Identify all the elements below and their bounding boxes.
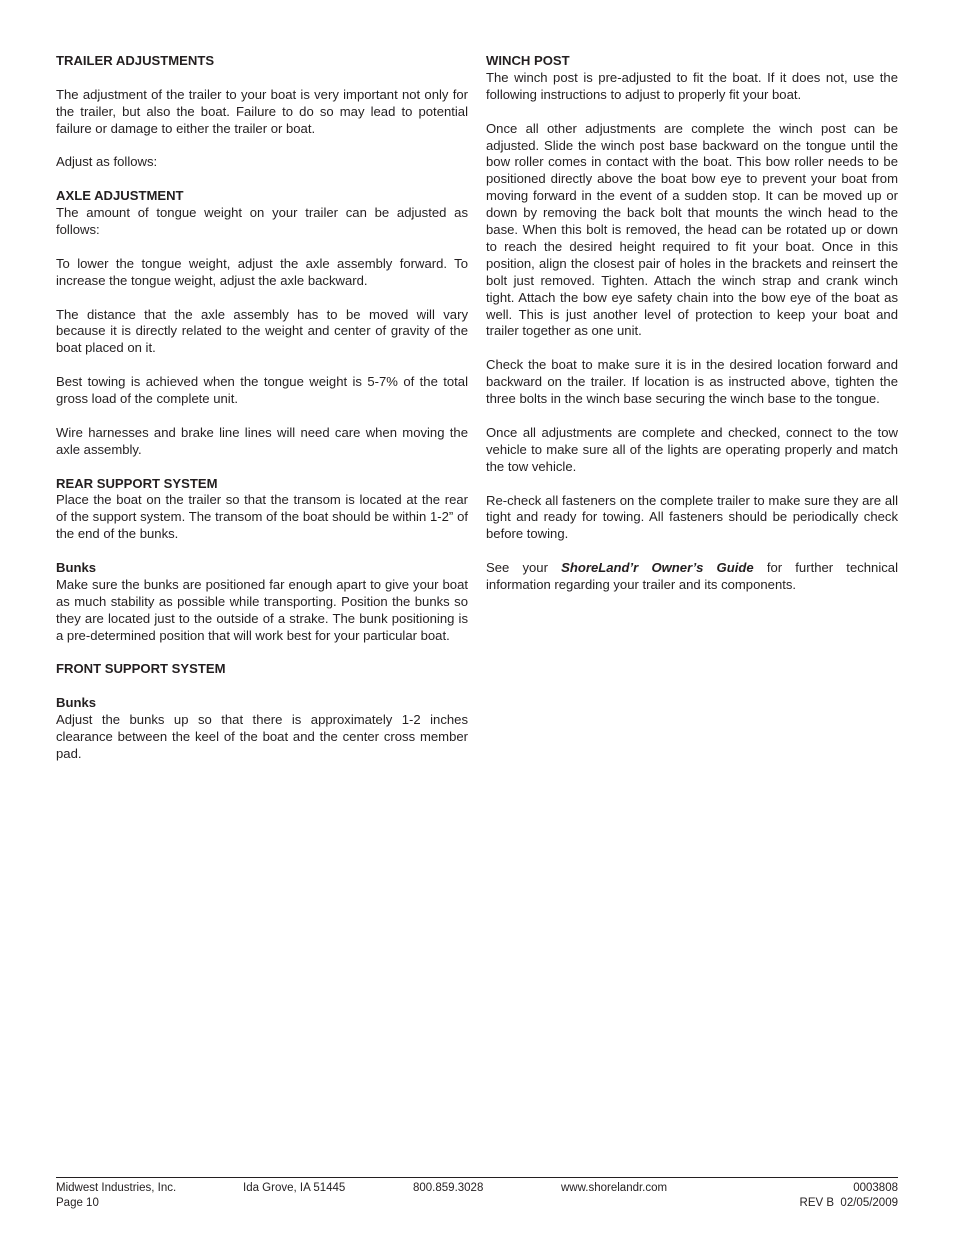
axle-adjustment-heading: AXLE ADJUSTMENT xyxy=(56,188,184,204)
front-bunks-paragraph: Adjust the bunks up so that there is approximately 1-2 inches clearance between the keel of the boat and the center cross member pad. xyxy=(56,712,468,761)
footer-company-block xyxy=(56,1181,176,1212)
left-column xyxy=(56,53,468,763)
rear-support-paragraph: Place the boat on the trailer so that the transom is located at the rear of the support system. The transom of the boat should be within 1-2” of the end of the bunks. xyxy=(56,492,468,542)
axle-paragraph-2: To lower the tongue weight, adjust the axle assembly forward. To increase the tongue weight, adjust the axle backward. xyxy=(56,255,468,288)
front-support-heading: FRONT SUPPORT SYSTEM xyxy=(56,661,226,677)
footer-website: www.shorelandr.com xyxy=(561,1182,668,1194)
footer-revision: REV B 02/05/2009 xyxy=(799,1197,898,1210)
owners-guide-suffix: for further technical information regarding your trailer and its components. xyxy=(486,560,898,593)
footer-address: Ida Grove, IA 51445 xyxy=(243,1182,346,1194)
axle-paragraph-3: The distance that the axle assembly has to be moved will vary because it is directly related to the weight and center of gravity of the boat placed on it. xyxy=(56,306,468,356)
footer-company: Midwest Industries, Inc. xyxy=(56,1182,177,1194)
footer-phone: 800.859.3028 xyxy=(413,1182,484,1194)
footer-divider xyxy=(56,1177,898,1178)
footer-doc-block xyxy=(800,1181,898,1212)
axle-paragraph-1: The amount of tongue weight on your trailer can be adjusted as follows: xyxy=(56,205,468,238)
winch-post-heading: WINCH POST xyxy=(486,53,570,68)
owners-guide-prefix: See your xyxy=(486,560,562,576)
axle-paragraph-4: Best towing is achieved when the tongue weight is 5-7% of the total gross load of the complete unit. xyxy=(56,374,468,407)
winch-paragraph-3: Check the boat to make sure it is in the desired location forward and backward on the trailer. If location is as instructed above, tighten the three bolts in the winch base securing the winch base to the tongue. xyxy=(486,357,898,407)
adjust-as-follows-paragraph: Adjust as follows: xyxy=(56,154,158,170)
owners-guide-title: ShoreLand’r Owner’s Guide xyxy=(561,560,754,576)
footer-page-number: Page 10 xyxy=(56,1197,99,1210)
winch-paragraph-5: Re-check all fasteners on the complete trailer to make sure they are all tight and ready for towing. All fasteners should be periodically check before towing. xyxy=(486,492,898,542)
axle-paragraph-5: Wire harnesses and brake line lines will need care when moving the axle assembly. xyxy=(56,424,468,457)
winch-paragraph-2: Once all other adjustments are complete the winch post can be adjusted. Slide the winch post base backward on the tongue until the bow roller comes in contact with the boat. This bow roller needs to be positioned directly above the boat bow eye to prevent your boat from moving forward in the event of a sudden stop. It can be moved up or down by removing the back bolt that mounts the winch head to the base. When this bolt is removed, the head can be rotated up or down to reach the desired height required to fit your boat. Once in this position, align the closest pair of holes in the brackets and reinsert the bolt just removed. Tighten. Attach the winch strap and crank winch tight. Attach the bow eye safety chain into the bow eye of the boat as well. This is just another level of protection to keep your boat and trailer together as one unit. xyxy=(486,120,898,339)
trailer-adjustments-heading: TRAILER ADJUSTMENTS xyxy=(56,53,215,68)
rear-bunks-paragraph: Make sure the bunks are positioned far enough apart to give your boat as much stability as possible while transporting. Position the bunks so they are located just to the outside of a strake. The bunk positioning is a pre-determined position that will work best for your particular boat. xyxy=(56,576,468,643)
front-bunks-heading: Bunks xyxy=(56,695,97,711)
rear-support-heading: REAR SUPPORT SYSTEM xyxy=(56,475,218,491)
winch-paragraph-1: The winch post is pre-adjusted to fit the boat. If it does not, use the following instructions to adjust to properly fit your boat. xyxy=(486,69,898,102)
trailer-adjustments-paragraph: The adjustment of the trailer to your boat is very important not only for the trailer, but also the boat. Failure to do so may lead to potential failure or damage to either the trailer or boat. xyxy=(56,86,468,136)
winch-paragraph-4: Once all adjustments are complete and checked, connect to the tow vehicle to make sure all of the lights are operating properly and match the tow vehicle. xyxy=(486,424,898,474)
owners-guide-paragraph xyxy=(486,560,898,594)
right-column xyxy=(486,53,898,594)
rear-bunks-heading: Bunks xyxy=(56,560,97,576)
footer-doc-number: 0003808 xyxy=(853,1182,898,1194)
